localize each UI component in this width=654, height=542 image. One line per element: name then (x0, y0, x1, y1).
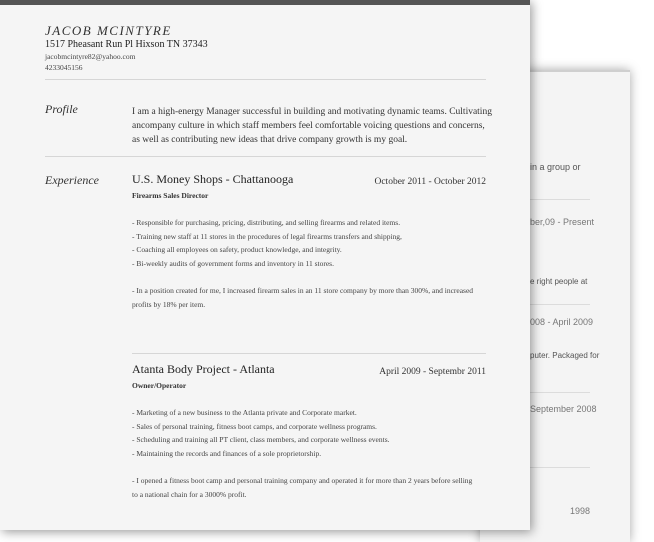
job-bullet: - Maintaining the records and finances of a sole proprietorship. (132, 448, 322, 458)
profile-heading: Profile (45, 102, 78, 116)
job-bullet: - Sales of personal training, fitness boot camps, and corporate wellness programs. (132, 421, 377, 431)
job-bullet: - Responsible for purchasing, pricing, distributing, and selling firearms and related items. (132, 218, 401, 227)
job-bullet-list (132, 406, 482, 460)
job-bullet: - Coaching all employees on safety, product knowledge, and integrity. (132, 245, 342, 254)
experience-heading: Experience (45, 173, 99, 187)
back-snippet: 1998 (570, 506, 591, 516)
job-bullet-list (132, 216, 482, 270)
job-company: Atanta Body Project - Atlanta (132, 362, 275, 376)
job-bullet: - Marketing of a new business to the Atlanta private and Corporate market. (132, 408, 357, 417)
profile-text: I am a high-energy Manager successful in building and motivating dynamic teams. Cultivating ancompany culture in which staff members feel comfortable voicing questions and concerns, as well as contributing new ideas that drive company growth is my goal. (132, 107, 492, 145)
candidate-address: 1517 Pheasant Run Pl Hixson TN 37343 (45, 39, 208, 50)
back-snippet: puter. Packaged for (530, 351, 600, 360)
back-snippet: in a group or (530, 162, 581, 172)
job-company: U.S. Money Shops - Chattanooga (132, 172, 294, 186)
candidate-name: JACOB MCINTYRE (45, 23, 172, 38)
back-snippet: ber,09 - Present (530, 217, 595, 227)
job-bullet: - Training new staff at 11 stores in the procedures of legal firearms transfers and shipping, (132, 231, 402, 241)
job-bullet: - Scheduling and training all PT client, class members, and corporate wellness events. (132, 435, 390, 444)
job-role: Owner/Operator (132, 381, 187, 390)
job-summary: - In a position created for me, I increased firearm sales in an 11 store company by more than 300%, and increased profits by 18% per item. (132, 286, 474, 309)
divider (132, 353, 486, 354)
job-dates: October 2011 - October 2012 (374, 177, 486, 187)
back-snippet: 008 - April 2009 (530, 317, 594, 327)
job-bullet: - Bi-weekly audits of government forms and inventory in 11 stores. (132, 258, 334, 268)
job-summary: - I opened a fitness boot camp and personal training company and operated it for more than 2 years before selling to a national chain for a 3000% profit. (132, 476, 473, 499)
back-snippet: e right people at (530, 277, 588, 286)
divider (45, 156, 486, 157)
job-role: Firearms Sales Director (132, 191, 209, 200)
back-snippet: September 2008 (530, 404, 597, 414)
candidate-email[interactable]: jacobmcintyre82@yahoo.com (45, 52, 136, 61)
job-dates: April 2009 - Septembr 2011 (379, 367, 486, 377)
candidate-phone: 4233045156 (45, 63, 83, 72)
divider (45, 79, 486, 80)
